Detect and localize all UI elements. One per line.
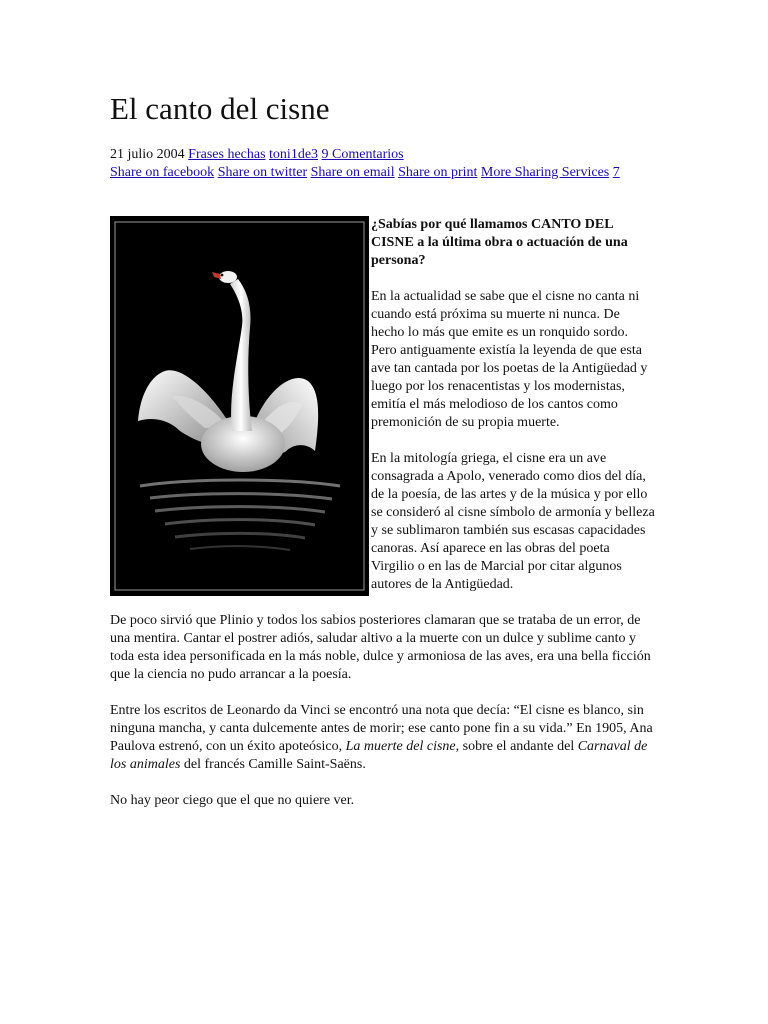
author-link[interactable]: toni1de3	[269, 147, 319, 162]
lead-question: ¿Sabías por qué llamamos CANTO DEL CISNE a la última obra o actuación de una persona?	[371, 217, 628, 268]
paragraph-5: No hay peor ciego que el que no quiere ver.	[110, 793, 355, 808]
paragraph-4-part-c: del francés Camille Saint-Saëns.	[180, 757, 366, 772]
swan-photo	[110, 216, 369, 596]
work-title-carnaval: Carnaval de los animales	[110, 739, 648, 772]
work-title-muerte-del-cisne: La muerte del cisne	[345, 739, 456, 754]
paragraph-3: De poco sirvió que Plinio y todos los sabios posteriores clamaran que se trataba de un error, de una mentira. Cantar el postrer adiós, saludar altivo a la muerte con un dulce y sublime canto y toda esta idea personificada en la más noble, dulce y armoniosa de las aves, era una bella ficción que la ciencia no pudo arrancar a la poesía.	[110, 613, 651, 682]
article-meta	[110, 146, 630, 182]
share-facebook-link[interactable]: Share on facebook	[110, 165, 215, 180]
swan-illustration	[110, 216, 369, 596]
share-email-link[interactable]: Share on email	[310, 165, 395, 180]
post-date: 21 julio 2004	[110, 147, 185, 162]
sharing-count-link[interactable]: 7	[612, 165, 620, 180]
comments-link[interactable]: 9 Comentarios	[321, 147, 404, 162]
more-sharing-link[interactable]: More Sharing Services	[480, 165, 610, 180]
article-body	[110, 216, 655, 828]
paragraph-4	[110, 702, 655, 774]
article-title: El canto del cisne	[110, 91, 330, 126]
paragraph-4-part-a: Entre los escritos de Leonardo da Vinci se encontró una nota que decía: “El cisne es blanco, sin ninguna mancha, y canta dulcemente antes de morir; ese canto pone fin a su vida.” En 1905, Ana Paulova estrenó, con un éxito apoteósico,	[110, 703, 653, 754]
paragraph-1: En la actualidad se sabe que el cisne no canta ni cuando está próxima su muerte ni nunca. De hecho lo más que emite es un ronquido sordo. Pero antiguamente existía la leyenda de que esta ave tan cantada por los poetas de la Antigüedad y luego por los renacentistas y los modernistas, emitía el más melodioso de los cantos como premonición de su propia muerte.	[371, 289, 648, 430]
paragraph-2: En la mitología griega, el cisne era un ave consagrada a Apolo, venerado como dios del día, de la poesía, de las artes y de la música y por ello se consideró al cisne símbolo de armonía y belleza y se sublimaron también sus escasas capacidades canoras. Así aparece en las obras del poeta Virgilio o en las de Marcial por citar algunos autores de la Antigüedad.	[371, 451, 655, 592]
share-twitter-link[interactable]: Share on twitter	[217, 165, 308, 180]
paragraph-4-part-b: , sobre el andante del	[455, 739, 578, 754]
share-print-link[interactable]: Share on print	[398, 165, 478, 180]
category-link[interactable]: Frases hechas	[188, 147, 266, 162]
